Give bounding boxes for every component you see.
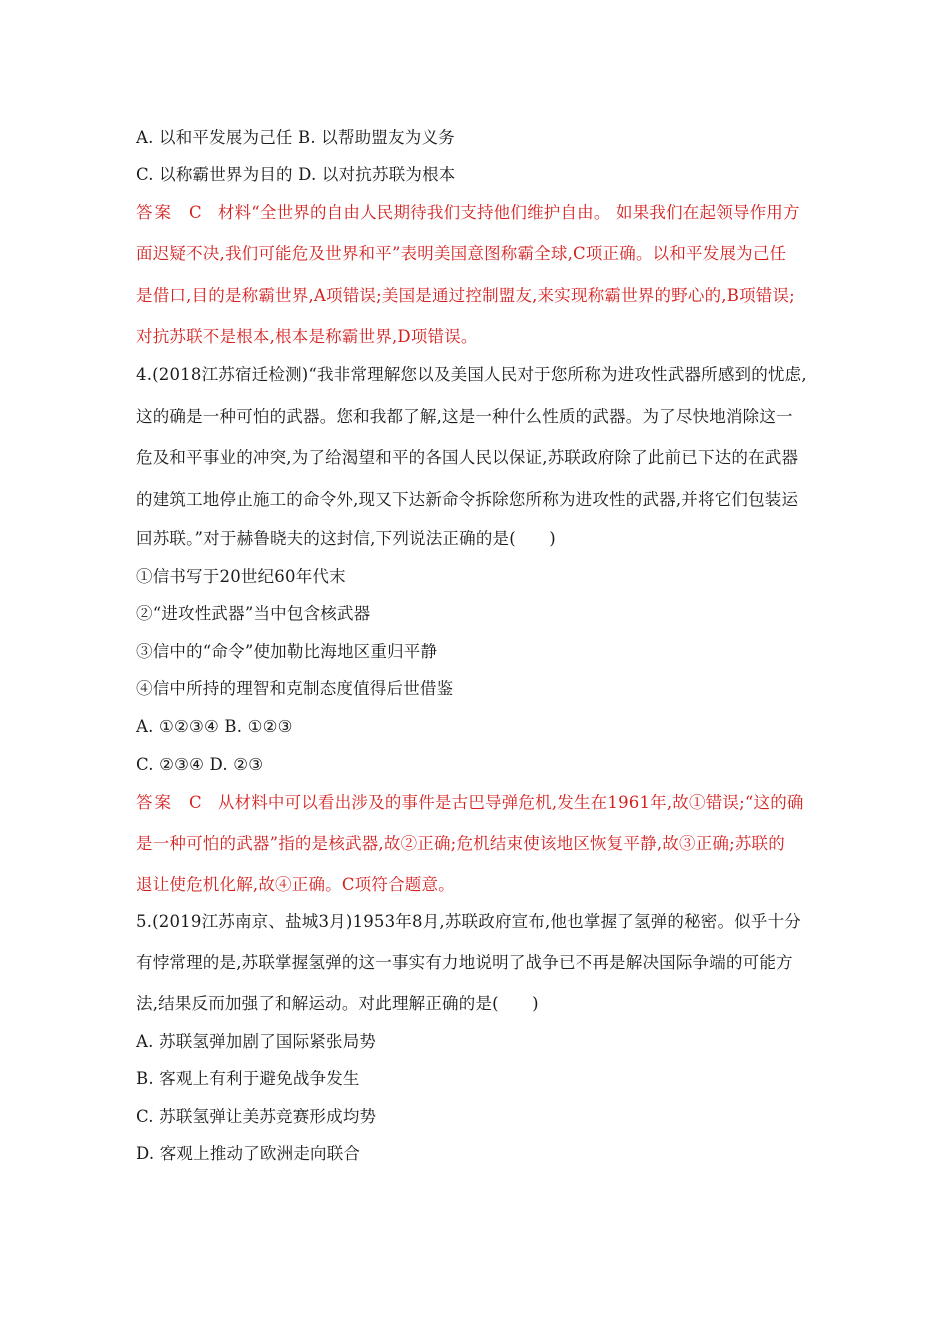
q5-option-d: D. 客观上推动了欧洲走向联合	[136, 1144, 361, 1163]
q4-answer-line-2: 是一种可怕的武器”指的是核武器,故②正确;危机结束使该地区恢复平静,故③正确;苏联的	[136, 834, 785, 853]
q4-stem-line-2: 这的确是一种可怕的武器。您和我都了解,这是一种什么性质的武器。为了尽快地消除这一	[136, 407, 793, 426]
answer-choice: C	[189, 203, 202, 222]
q4-item-3: ③信中的“命令”使加勒比海地区重归平静	[136, 642, 438, 661]
q5-option-c: C. 苏联氢弹让美苏竞赛形成均势	[136, 1107, 377, 1126]
q4-options-ab: A. ①②③④ B. ①②③	[136, 717, 293, 736]
q3-options-cd: C. 以称霸世界为目的 D. 以对抗苏联为根本	[136, 165, 456, 184]
q3-answer-line-4: 对抗苏联不是根本,根本是称霸世界,D项错误。	[136, 327, 478, 346]
q3-answer-line-2: 面迟疑不决,我们可能危及世界和平”表明美国意图称霸全球,C项正确。以和平发展为己任	[136, 244, 787, 263]
answer-text: 材料“全世界的自由人民期待我们支持他们维护自由。 如果我们在起领导作用方	[217, 203, 800, 222]
answer-label: 答案	[136, 203, 173, 222]
q5-option-b: B. 客观上有利于避免战争发生	[136, 1069, 360, 1088]
q4-options-cd: C. ②③④ D. ②③	[136, 755, 264, 774]
q5-stem-line-1: 5.(2019江苏南京、盐城3月)1953年8月,苏联政府宣布,他也掌握了氢弹的秘密。似乎十分	[136, 912, 801, 931]
q4-stem-line-3: 危及和平事业的冲突,为了给渴望和平的各国人民以保证,苏联政府除了此前已下达的在武器	[136, 448, 799, 467]
q3-answer-line-1	[136, 202, 800, 224]
q4-stem-line-1: 4.(2018江苏宿迁检测)“我非常理解您以及美国人民对于您所称为进攻性武器所感到的忧虑,	[136, 365, 807, 384]
q4-item-2: ②“进攻性武器”当中包含核武器	[136, 604, 371, 623]
q3-options-ab: A. 以和平发展为己任 B. 以帮助盟友为义务	[136, 128, 455, 147]
q5-stem-line-3: 法,结果反而加强了和解运动。对此理解正确的是( )	[136, 994, 539, 1013]
answer-label: 答案	[136, 793, 173, 812]
answer-text: 从材料中可以看出涉及的事件是古巴导弹危机,发生在1961年,故①错误;“这的确	[217, 793, 804, 812]
q4-item-4: ④信中所持的理智和克制态度值得后世借鉴	[136, 679, 454, 698]
q5-option-a: A. 苏联氢弹加剧了国际紧张局势	[136, 1032, 377, 1051]
q4-stem-line-5: 回苏联。”对于赫鲁晓夫的这封信,下列说法正确的是( )	[136, 529, 556, 548]
q5-stem-line-2: 有悖常理的是,苏联掌握氢弹的这一事实有力地说明了战争已不再是解决国际争端的可能方	[136, 953, 793, 972]
q4-answer-line-3: 退让使危机化解,故④正确。C项符合题意。	[136, 875, 455, 894]
q4-item-1: ①信书写于20世纪60年代末	[136, 567, 346, 586]
answer-choice: C	[189, 793, 202, 812]
q3-answer-line-3: 是借口,目的是称霸世界,A项错误;美国是通过控制盟友,来实现称霸世界的野心的,B项错误;	[136, 286, 795, 305]
q4-stem-line-4: 的建筑工地停止施工的命令外,现又下达新命令拆除您所称为进攻性的武器,并将它们包装运	[136, 490, 799, 509]
q4-answer-line-1	[136, 792, 804, 814]
